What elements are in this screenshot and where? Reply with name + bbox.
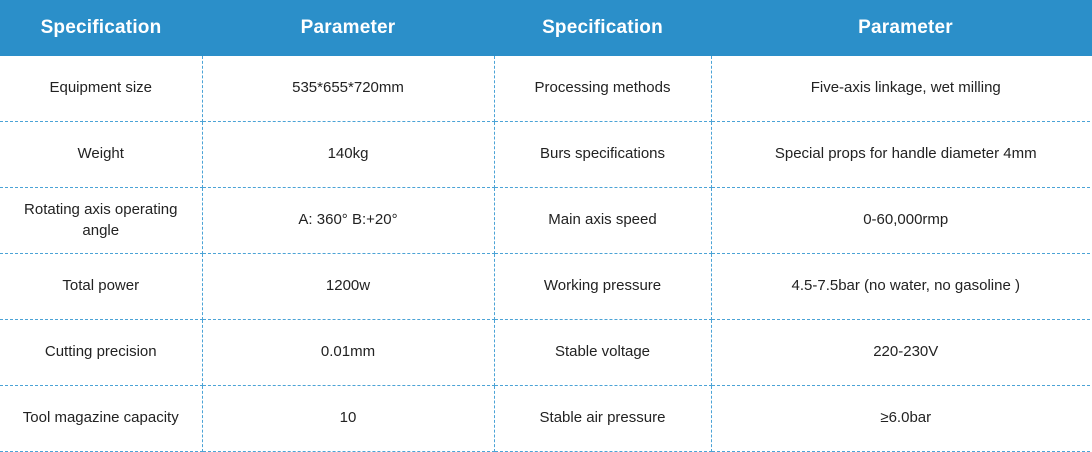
cell-param-1: 0.01mm (202, 320, 494, 386)
cell-spec-2: Main axis speed (494, 188, 711, 254)
cell-param-2: Special props for handle diameter 4mm (711, 122, 1092, 188)
table-body (0, 56, 1092, 452)
cell-param-1: 1200w (202, 254, 494, 320)
cell-spec-1: Total power (0, 254, 202, 320)
table-row (0, 254, 1092, 320)
header-specification-1: Specification (0, 0, 202, 56)
cell-spec-2: Burs specifications (494, 122, 711, 188)
cell-param-1: 140kg (202, 122, 494, 188)
cell-spec-1: Equipment size (0, 56, 202, 122)
cell-spec-1: Weight (0, 122, 202, 188)
cell-param-2: 220-230V (711, 320, 1092, 386)
table-row (0, 386, 1092, 452)
table-header (0, 0, 1092, 56)
cell-param-1: 10 (202, 386, 494, 452)
cell-spec-2: Working pressure (494, 254, 711, 320)
header-parameter-2: Parameter (711, 0, 1092, 56)
cell-spec-2: Processing methods (494, 56, 711, 122)
cell-spec-1: Rotating axis operating angle (0, 188, 202, 254)
cell-param-2: 0-60,000rmp (711, 188, 1092, 254)
cell-spec-1: Tool magazine capacity (0, 386, 202, 452)
cell-spec-2: Stable air pressure (494, 386, 711, 452)
table-row (0, 188, 1092, 254)
cell-param-2: ≥6.0bar (711, 386, 1092, 452)
header-specification-2: Specification (494, 0, 711, 56)
cell-param-1: 535*655*720mm (202, 56, 494, 122)
table-row (0, 122, 1092, 188)
cell-spec-1: Cutting precision (0, 320, 202, 386)
cell-param-2: Five-axis linkage, wet milling (711, 56, 1092, 122)
cell-param-2: 4.5-7.5bar (no water, no gasoline ) (711, 254, 1092, 320)
table-row (0, 56, 1092, 122)
header-parameter-1: Parameter (202, 0, 494, 56)
cell-param-1: A: 360° B:+20° (202, 188, 494, 254)
table-header-row (0, 0, 1092, 56)
table-row (0, 320, 1092, 386)
cell-spec-2: Stable voltage (494, 320, 711, 386)
